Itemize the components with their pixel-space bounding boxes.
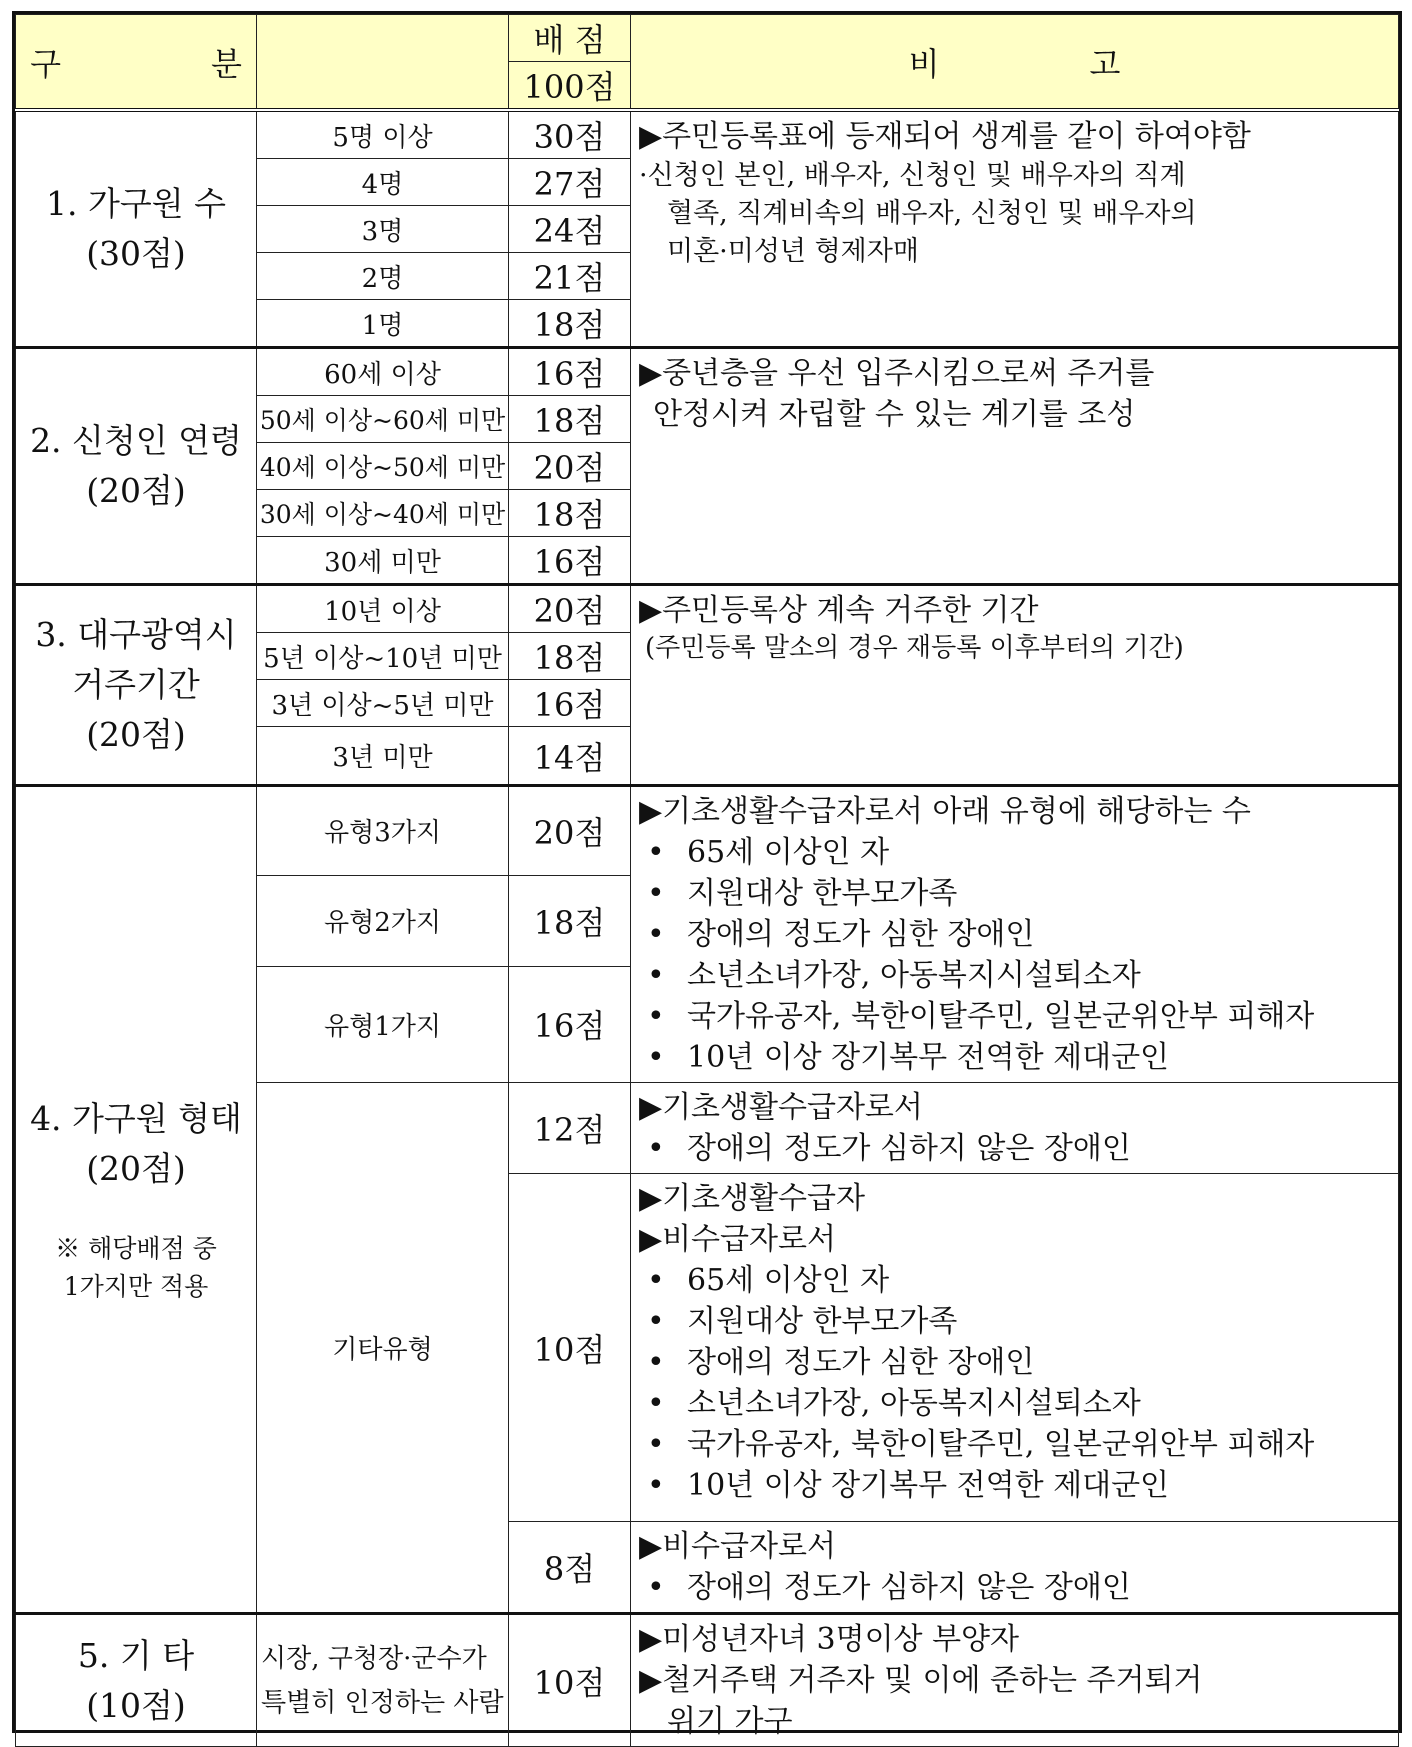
criterion-score: 10점 (509, 1174, 631, 1522)
criterion-label: 40세 이상~50세 미만 (257, 443, 509, 490)
criterion-score: 8점 (509, 1522, 631, 1614)
section-title: 5. 기 타 (77, 1635, 195, 1675)
criterion-label-line-1: 시장, 구청장·군수가 (261, 1643, 487, 1674)
remarks-residence-period (631, 585, 1399, 786)
criterion-score: 18점 (509, 490, 631, 537)
criterion-score: 12점 (509, 1083, 631, 1174)
remark-line: 혈족, 직계비속의 배우자, 신청인 및 배우자의 (667, 198, 1197, 229)
criterion-score: 16점 (509, 966, 631, 1082)
criterion-label-line-2: 특별히 인정하는 사람 (261, 1687, 504, 1718)
section-title: 4. 가구원 형태 (30, 1098, 242, 1138)
criterion-score: 20점 (509, 585, 631, 633)
header-remarks-char-1: 비 (908, 44, 940, 83)
remarks-household-types (631, 786, 1399, 1083)
section-household-type (16, 786, 257, 1614)
section-title: 3. 대구광역시 (35, 615, 237, 654)
remark-line: ▶기초생활수급자로서 아래 유형에 해당하는 수 (639, 794, 1251, 829)
remark-line: ▶중년층을 우선 입주시킴으로써 주거를 (639, 356, 1155, 391)
remark-line: ▶주민등록표에 등재되어 생계를 같이 하여야함 (639, 119, 1251, 154)
section-note-line-2: 1가지만 적용 (63, 1271, 209, 1301)
criterion-score: 10점 (509, 1614, 631, 1747)
criterion-label: 30세 미만 (257, 537, 509, 585)
remark-bullet: • 10년 이상 장기복무 전역한 제대군인 (639, 1465, 1390, 1506)
remark-line: 위기 가구 (667, 1704, 793, 1739)
remark-bullet: • 지원대상 한부모가족 (639, 1301, 1390, 1342)
section-title: 1. 가구원 수 (46, 184, 226, 223)
criterion-label (257, 1614, 509, 1747)
remark-line: ▶비수급자로서 (639, 1529, 836, 1564)
criterion-score: 16점 (509, 537, 631, 585)
criterion-label: 4명 (257, 159, 509, 206)
remark-bullet: • 65세 이상인 자 (639, 832, 1390, 873)
remark-line: ·신청인 본인, 배우자, 신청인 및 배우자의 직계 (639, 160, 1186, 191)
criterion-label: 3명 (257, 206, 509, 253)
criterion-label: 10년 이상 (257, 585, 509, 633)
criterion-score: 27점 (509, 159, 631, 206)
criterion-score: 24점 (509, 206, 631, 253)
header-category (16, 15, 257, 111)
remarks-applicant-age (631, 348, 1399, 585)
remark-line: ▶철거주택 거주자 및 이에 준하는 주거퇴거 (639, 1663, 1203, 1698)
remark-line: (주민등록 말소의 경우 재등록 이후부터의 기간) (645, 633, 1184, 663)
criterion-label-other-type: 기타유형 (257, 1083, 509, 1614)
criterion-label: 1명 (257, 300, 509, 348)
remark-bullet: • 장애의 정도가 심하지 않은 장애인 (639, 1567, 1390, 1608)
section-points: (20점) (86, 715, 186, 754)
criterion-score: 16점 (509, 680, 631, 727)
criterion-label: 5년 이상~10년 미만 (257, 633, 509, 680)
criterion-score: 18점 (509, 396, 631, 443)
section-other (16, 1614, 257, 1747)
criterion-label: 50세 이상~60세 미만 (257, 396, 509, 443)
criterion-score: 18점 (509, 300, 631, 348)
scoring-table (12, 11, 1402, 1739)
remark-line: ▶주민등록상 계속 거주한 기간 (639, 593, 1039, 628)
remark-bullet: • 국가유공자, 북한이탈주민, 일본군위안부 피해자 (639, 996, 1390, 1037)
remarks-other-12 (631, 1083, 1399, 1174)
criterion-label: 30세 이상~40세 미만 (257, 490, 509, 537)
remarks-household-size (631, 110, 1399, 348)
criterion-label: 60세 이상 (257, 348, 509, 396)
section-points: (10점) (86, 1685, 186, 1725)
criterion-label: 유형3가지 (257, 786, 509, 876)
remarks-other-8 (631, 1522, 1399, 1614)
remark-bullet: • 10년 이상 장기복무 전역한 제대군인 (639, 1037, 1390, 1078)
remark-bullet: • 장애의 정도가 심하지 않은 장애인 (639, 1128, 1390, 1169)
remark-line: 미혼·미성년 형제자매 (667, 236, 919, 267)
header-remarks-char-2: 고 (1089, 44, 1121, 83)
header-remarks (631, 15, 1399, 111)
criterion-score: 30점 (509, 110, 631, 159)
remark-line: 안정시켜 자립할 수 있는 계기를 조성 (653, 397, 1136, 432)
criterion-score: 18점 (509, 875, 631, 966)
remark-line: ▶비수급자로서 (639, 1222, 836, 1257)
remark-bullet: • 장애의 정도가 심한 장애인 (639, 1342, 1390, 1383)
header-score-total: 100점 (509, 62, 631, 111)
section-points: (20점) (86, 1148, 186, 1188)
section-residence-period (16, 585, 257, 786)
remarks-other (631, 1614, 1399, 1747)
section-household-size (16, 110, 257, 348)
remark-bullet: • 소년소녀가장, 아동복지시설퇴소자 (639, 955, 1390, 996)
section-note-line-1: ※ 해당배점 중 (55, 1233, 217, 1263)
section-points: (20점) (86, 471, 186, 510)
criterion-label: 유형2가지 (257, 875, 509, 966)
section-points: (30점) (86, 234, 186, 273)
criterion-label: 3년 미만 (257, 727, 509, 786)
remark-line: ▶미성년자녀 3명이상 부양자 (639, 1622, 1020, 1657)
remark-bullet: • 국가유공자, 북한이탈주민, 일본군위안부 피해자 (639, 1424, 1390, 1465)
criterion-score: 20점 (509, 443, 631, 490)
remark-line: ▶기초생활수급자 (639, 1181, 865, 1216)
criterion-score: 14점 (509, 727, 631, 786)
criterion-label: 유형1가지 (257, 966, 509, 1082)
remark-bullet: • 소년소녀가장, 아동복지시설퇴소자 (639, 1383, 1390, 1424)
remarks-other-10 (631, 1174, 1399, 1522)
remark-bullet: • 장애의 정도가 심한 장애인 (639, 914, 1390, 955)
remark-bullet: • 65세 이상인 자 (639, 1260, 1390, 1301)
remark-line: ▶기초생활수급자로서 (639, 1090, 923, 1125)
remark-bullet: • 지원대상 한부모가족 (639, 873, 1390, 914)
criterion-score: 16점 (509, 348, 631, 396)
criterion-score: 21점 (509, 253, 631, 300)
criterion-label: 2명 (257, 253, 509, 300)
criterion-label: 5명 이상 (257, 110, 509, 159)
header-score-label: 배 점 (509, 15, 631, 62)
criterion-label: 3년 이상~5년 미만 (257, 680, 509, 727)
criterion-score: 20점 (509, 786, 631, 876)
section-applicant-age (16, 348, 257, 585)
header-category-sub-spacer (257, 15, 509, 111)
header-category-char-1: 구 (30, 44, 61, 83)
section-title-line-2: 거주기간 (72, 665, 200, 704)
criterion-score: 18점 (509, 633, 631, 680)
section-title: 2. 신청인 연령 (30, 421, 242, 460)
header-category-char-2: 분 (211, 44, 242, 83)
